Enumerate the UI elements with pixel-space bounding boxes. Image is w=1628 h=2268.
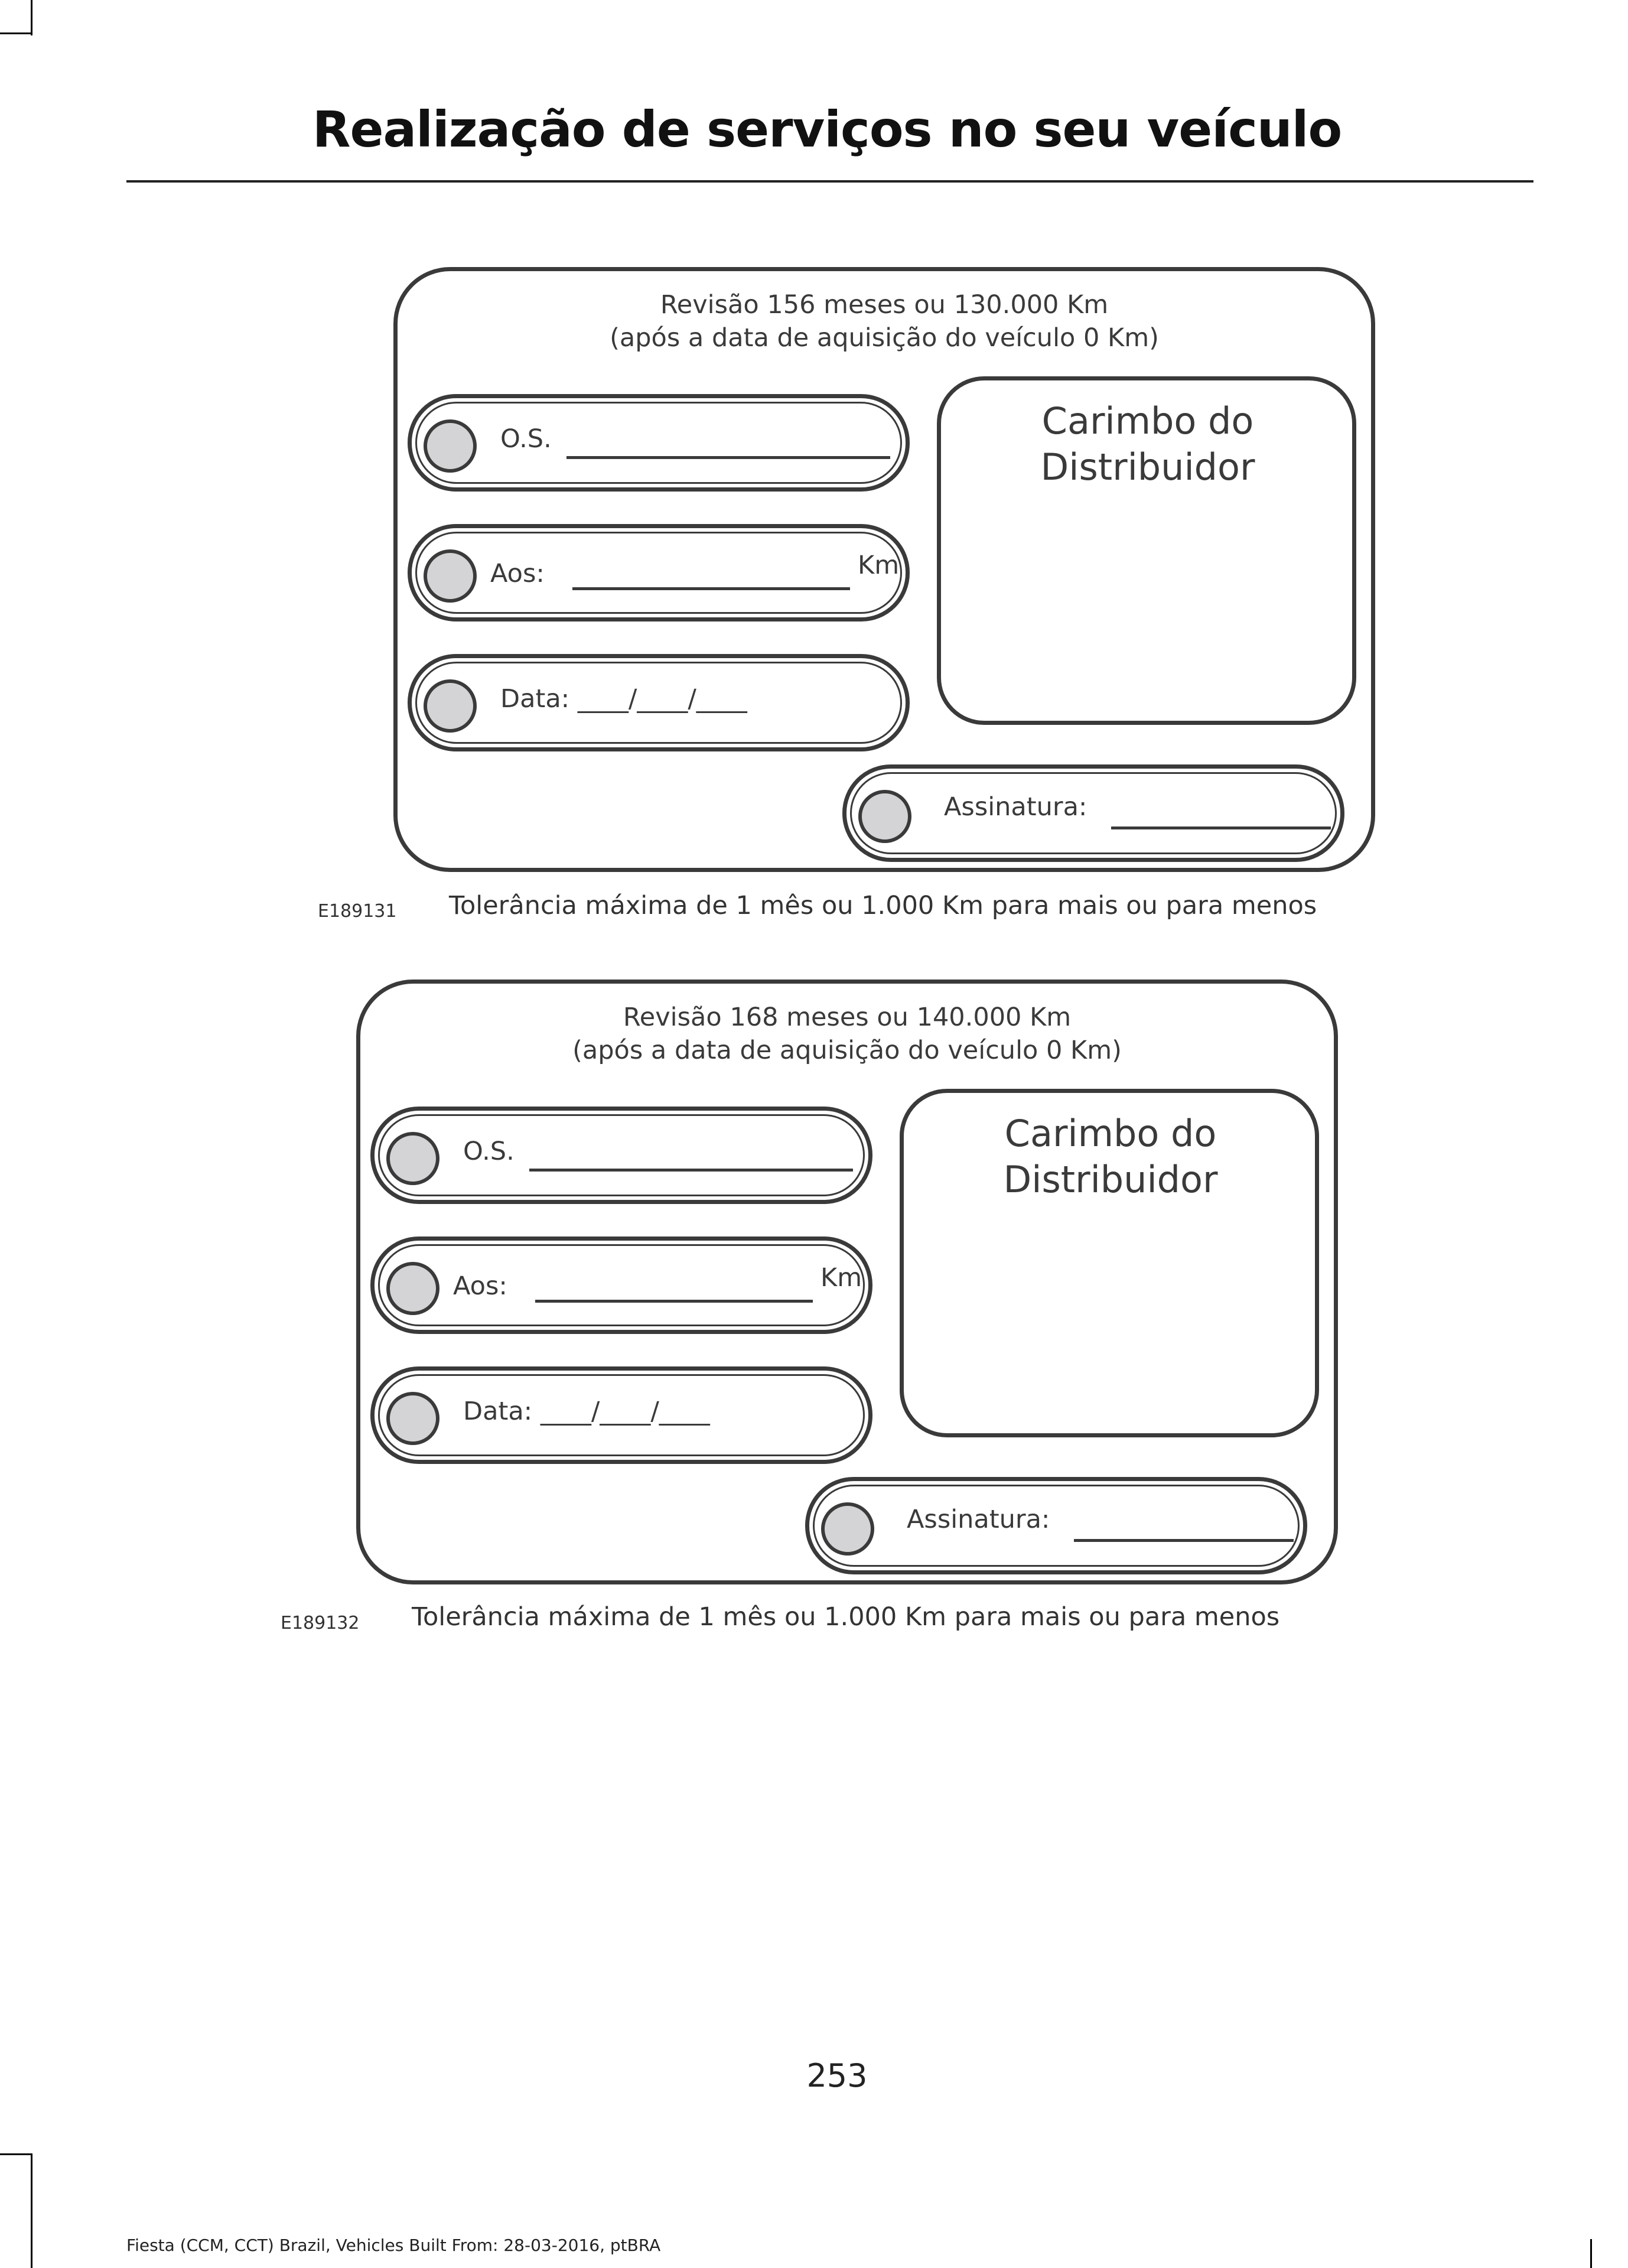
- stamp-label: Carimbo do Distribuidor: [1040, 399, 1255, 489]
- figure-code: E189131: [318, 901, 397, 922]
- title-rule: [126, 180, 1533, 183]
- crop-mark-bottom-left-v: [31, 2153, 32, 2268]
- date-label: Data: ____/____/____: [500, 684, 747, 714]
- page-title: Realização de serviços no seu veículo: [312, 100, 1342, 158]
- km-unit: Km: [858, 551, 900, 580]
- tolerance-note: Tolerância máxima de 1 mês ou 1.000 Km para mais ou para menos: [449, 891, 1317, 920]
- checkbox-circle[interactable]: [424, 419, 477, 473]
- checkbox-circle[interactable]: [386, 1392, 439, 1445]
- km-unit: Km: [820, 1263, 862, 1293]
- figure-code: E189132: [281, 1613, 360, 1634]
- date-field[interactable]: [370, 1366, 872, 1464]
- signature-underline: [1074, 1539, 1294, 1542]
- aos-km-field[interactable]: [408, 524, 910, 621]
- revision-heading: Revisão 156 meses ou 130.000 Km: [660, 290, 1109, 320]
- checkbox-circle[interactable]: [821, 1502, 874, 1556]
- revision-subheading: (após a data de aquisição do veículo 0 Km): [572, 1036, 1122, 1065]
- signature-field[interactable]: [805, 1477, 1307, 1574]
- footer-note: Fiesta (CCM, CCT) Brazil, Vehicles Built From: 28-03-2016, ptBRA: [126, 2236, 661, 2255]
- aos-km-field[interactable]: [370, 1237, 872, 1334]
- aos-label: Aos:: [490, 559, 545, 588]
- checkbox-circle[interactable]: [386, 1262, 439, 1315]
- os-field[interactable]: [408, 394, 910, 492]
- stamp-label: Carimbo do Distribuidor: [1003, 1112, 1218, 1201]
- crop-mark-bottom-right-v: [1590, 2239, 1592, 2268]
- crop-mark-top-left-h: [0, 32, 32, 34]
- date-label: Data: ____/____/____: [463, 1397, 710, 1426]
- distributor-stamp-box: [900, 1089, 1319, 1437]
- checkbox-circle[interactable]: [386, 1132, 439, 1185]
- aos-underline: [572, 587, 850, 590]
- os-underline: [566, 456, 890, 459]
- tolerance-note: Tolerância máxima de 1 mês ou 1.000 Km para mais ou para menos: [412, 1602, 1280, 1632]
- os-label: O.S.: [500, 424, 552, 454]
- service-card-168: [356, 980, 1349, 1594]
- os-underline: [529, 1169, 853, 1172]
- crop-mark-bottom-left-h: [0, 2153, 32, 2155]
- os-label: O.S.: [463, 1137, 515, 1166]
- aos-underline: [535, 1300, 813, 1303]
- service-card-156: [393, 267, 1386, 881]
- revision-subheading: (após a data de aquisição do veículo 0 Km): [610, 323, 1159, 353]
- date-field[interactable]: [408, 654, 910, 751]
- checkbox-circle[interactable]: [424, 679, 477, 733]
- revision-heading: Revisão 168 meses ou 140.000 Km: [623, 1003, 1072, 1032]
- checkbox-circle[interactable]: [858, 790, 911, 843]
- signature-label: Assinatura:: [944, 792, 1087, 822]
- page-number: 253: [806, 2057, 868, 2094]
- signature-label: Assinatura:: [907, 1505, 1050, 1534]
- signature-field[interactable]: [842, 764, 1344, 862]
- os-field[interactable]: [370, 1107, 872, 1204]
- aos-label: Aos:: [453, 1271, 507, 1301]
- signature-underline: [1111, 826, 1331, 829]
- distributor-stamp-box: [937, 376, 1356, 725]
- crop-mark-top-left-v: [31, 0, 32, 35]
- checkbox-circle[interactable]: [424, 549, 477, 603]
